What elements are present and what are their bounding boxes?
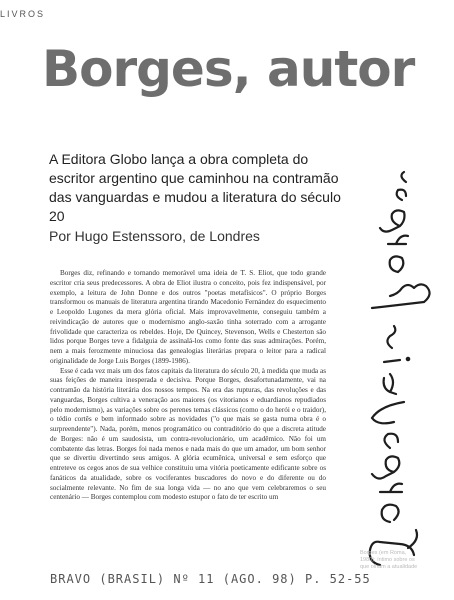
body-text (50, 269, 326, 551)
handwritten-signature (350, 170, 450, 580)
headline: Borges, autor (42, 40, 415, 98)
byline: Por Hugo Estenssoro, de Londres (49, 228, 260, 244)
signature (350, 170, 450, 580)
body-paragraph: Borges diz, refinando e tornando memorável uma ideia de T. S. Eliot, que todo grande escritor cria seus predecessores. A obra de Eliot ilustra o conceito, pois fez indispensável, por exemplo, a leitura de John Donne e dos outros "poetas metafísicos". O próprio Borges transformou os manuais de literatura argentina tirando Macedonio Fernández do esquecimento e Leopoldo Lugones da mera glória oficial. Mais improvavelmente, conseguiu também a reivindicação de autores que o modernismo anglo-saxão tinha soterrado com a arrogante frivolidade que caracteriza os rebeldes. Hoje, De Quincey, Stevenson, Wells e Chesterton são lidos porque Borges teve a fidalguia de assinalá-los como fonte das suas admirações. Porém, nem a mais ferozmente minuciosa das genealogias literárias prepara o leitor para a radical originalidade de Jorge Luis Borges (1899-1986). (50, 269, 326, 365)
standfirst: A Editora Globo lança a obra completa do escritor argentino que caminhou na contramão das vanguardas e mudou a literatura do século 20 (49, 151, 341, 224)
body-paragraph: Esse é cada vez mais um dos fatos capitais da literatura do século 20, à medida que muda as suas feições de maneira inesperada e decisiva. Porque Borges, desafortunadamente, vai na contramão da história literária dos nossos tempos. Na era das rupturas, das revoluções e das vanguardas, Borges cultiva a veneração aos maiores (os vitorianos e eduardianos repudiados pelo modernismo), as variações sobre os perenes temas clássicos (como o do herói e o traidor), o tédio cortês e bem informado sobre as novidades ("o que mais se gasta numa obra é o surpreendente"). Nada, porém, menos programático ou contraditório do que a discreta atitude de Borges: não é um saudosista, um contra-revolucionário, um acadêmico. Não foi um combatente das letras. Borges foi nada menos e nada mais do que um amador, um bom senhor que se divertiu divertindo seus amigos. A glória ecumênica, universal e sem esforço que entreteve os cegos anos de sua velhice constituiu uma vitória poeticamente edificante sobre os fanáticos da atualidade, sobre os vociferantes buscadores do novo e do diferente ou do socialmente relevante. No fim de sua longa vida — no ano que vem celebraremos o seu centenário — Borges contemplou com modesto estupor o fato de ter escrito um (50, 366, 326, 502)
photo-caption: Borges (em Roma, 1980): íntimo sobre os que olham a atualidade (360, 550, 418, 570)
source-note: BRAVO (BRASIL) Nº 11 (AGO. 98) P. 52-55 (50, 572, 371, 586)
section-label: LIVROS (0, 9, 46, 19)
